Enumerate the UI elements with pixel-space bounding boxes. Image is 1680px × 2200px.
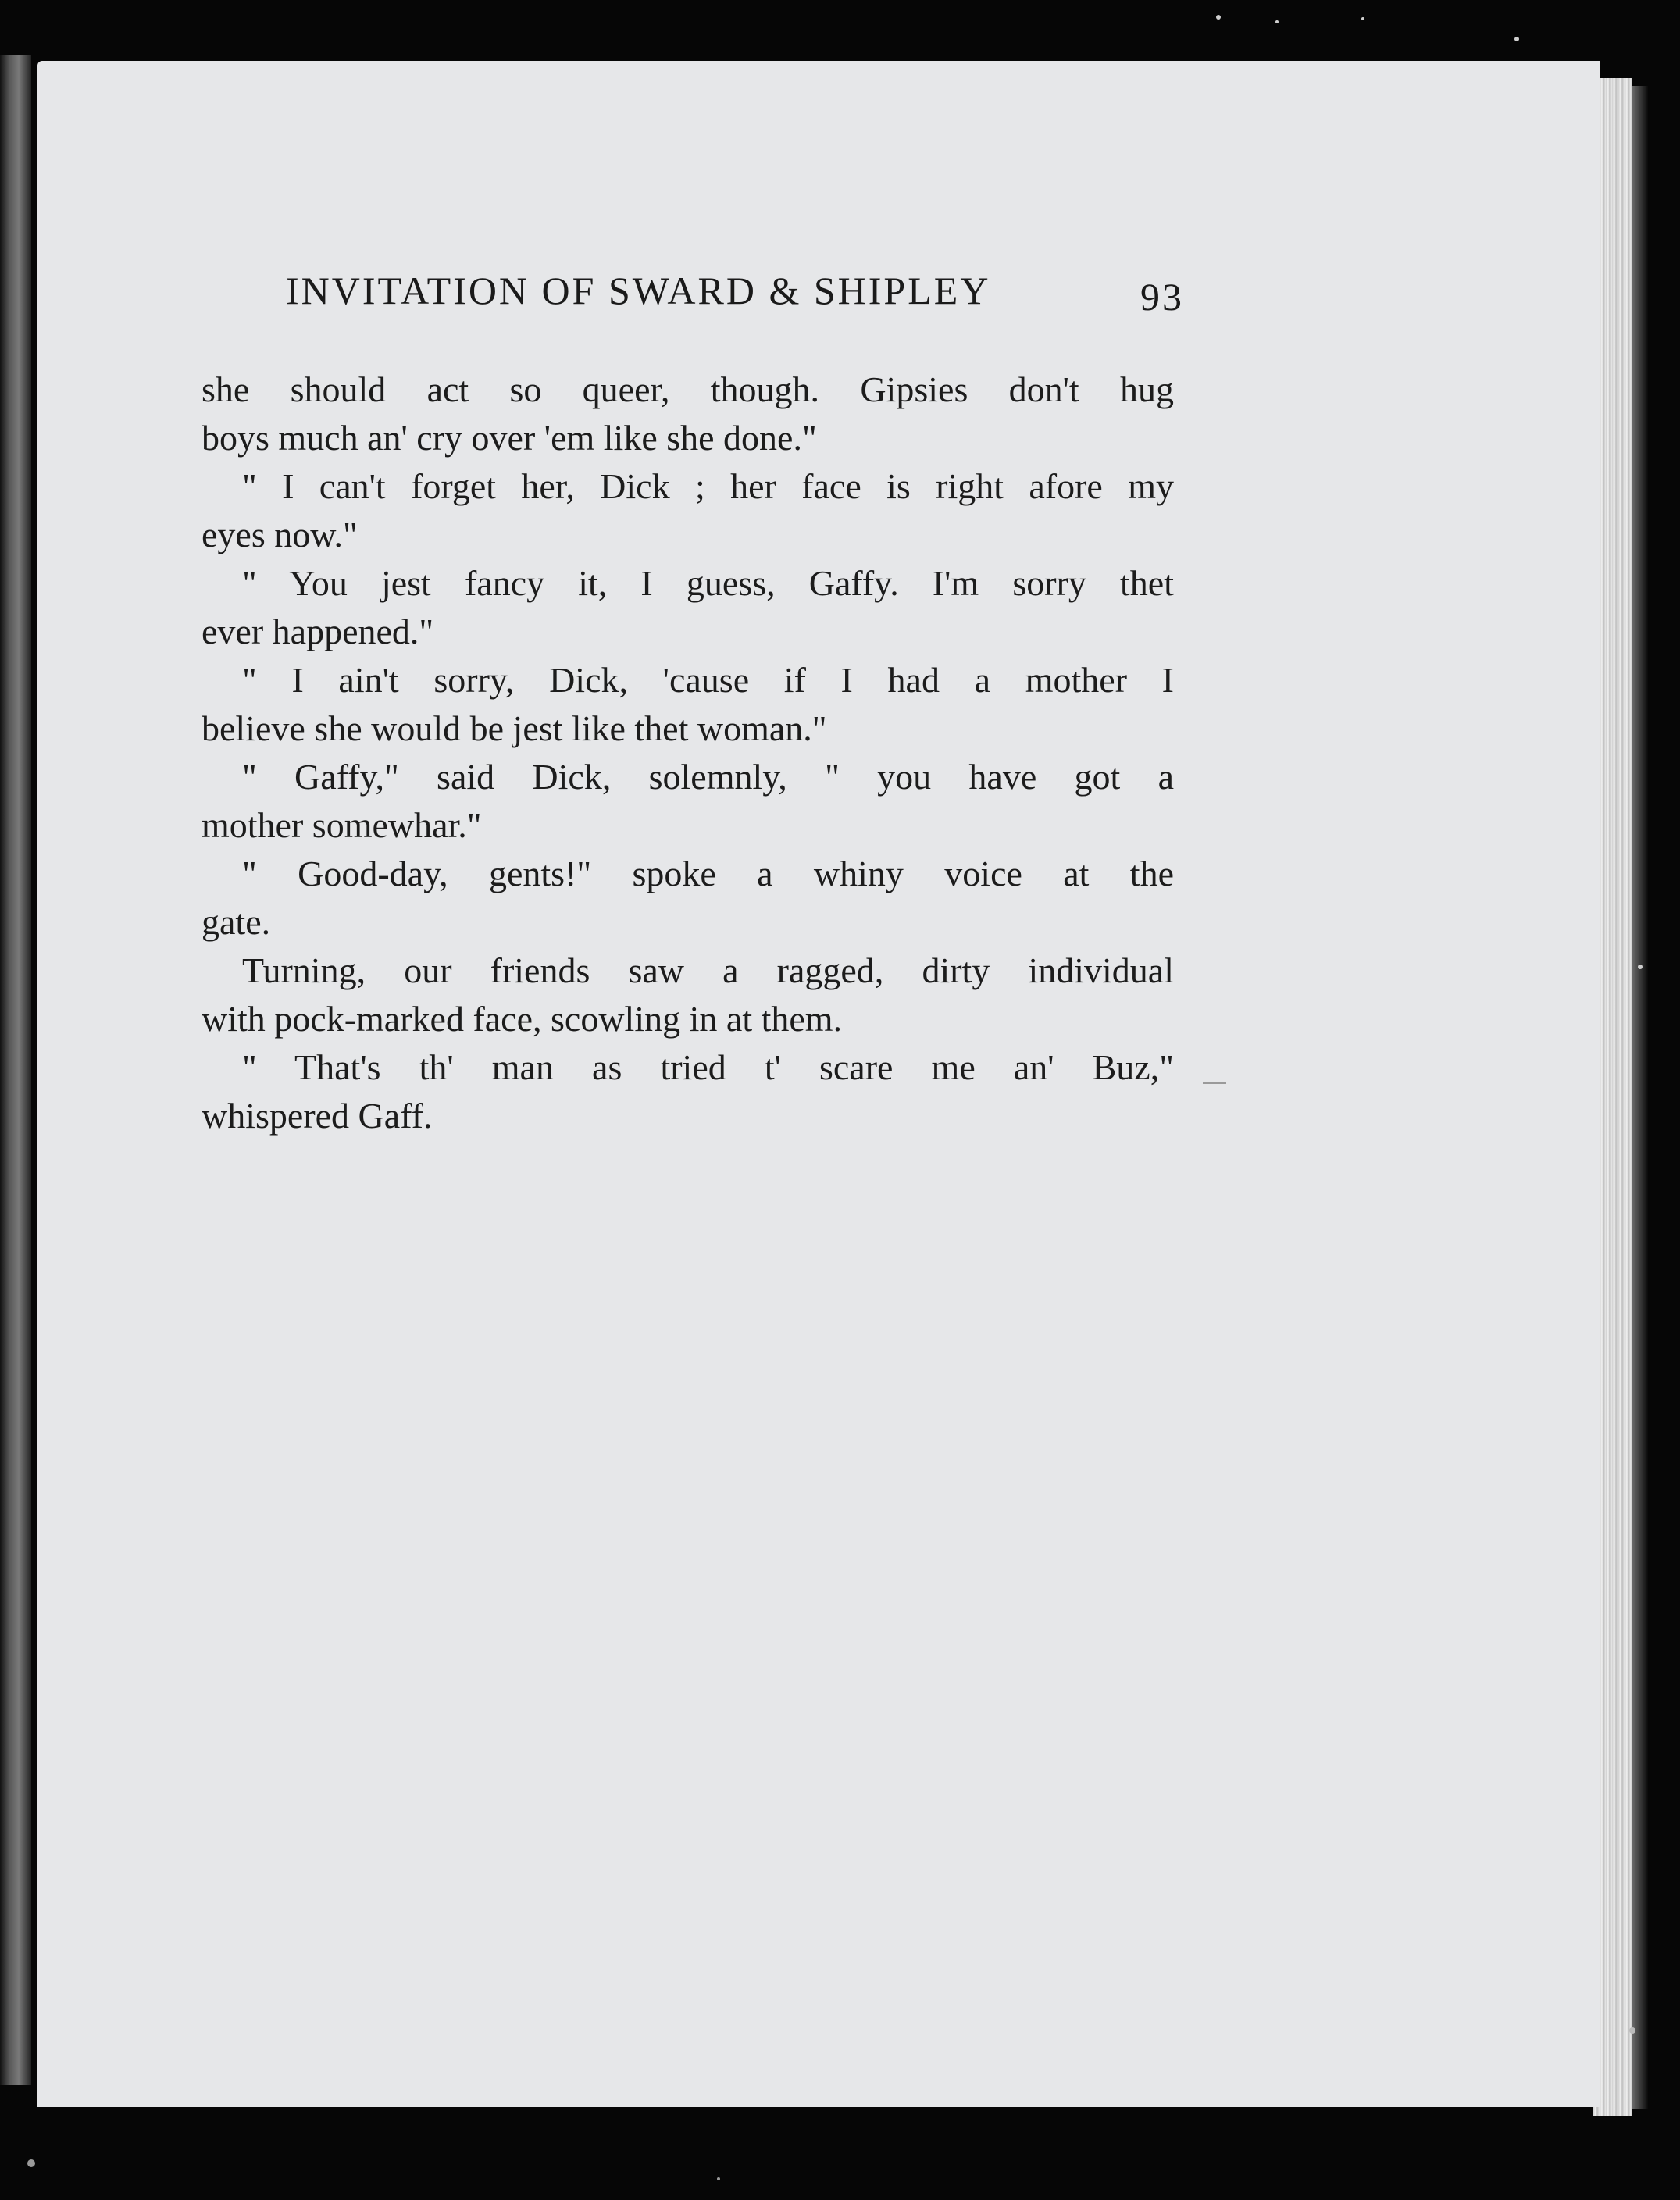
text-line: " Gaffy," said Dick, solemnly, " you have got a [242, 757, 1174, 797]
page-header [286, 268, 1184, 323]
text-line: mother somewhar." [202, 805, 482, 845]
text-line: Turning, our friends saw a ragged, dirty individual [242, 950, 1174, 990]
text-line: " I can't forget her, Dick ; her face is right afore my [242, 466, 1174, 506]
text-line: gate. [202, 902, 271, 942]
text-line: " That's th' man as tried t' scare me an' Buz," [242, 1047, 1174, 1087]
text-line: eyes now." [202, 515, 358, 554]
text-line: with pock-marked face, scowling in at them. [202, 999, 843, 1039]
text-line: she should act so queer, though. Gipsies don't hug [202, 369, 1174, 409]
book-page [37, 61, 1600, 2107]
text-line: believe she would be jest like thet woman." [202, 708, 827, 748]
running-head: INVITATION OF SWARD & SHIPLEY [286, 269, 991, 312]
page-number: 93 [1140, 275, 1184, 319]
text-line: " I ain't sorry, Dick, 'cause if I had a mother I [242, 660, 1174, 700]
text-line: " Good-day, gents!" spoke a whiny voice at the [242, 854, 1174, 893]
text-line: boys much an' cry over 'em like she done." [202, 418, 817, 458]
text-line: whispered Gaff. [202, 1096, 433, 1136]
page-stack-shadow [1632, 86, 1648, 2109]
text-line: ever happened." [202, 612, 434, 651]
text-line: " You jest fancy it, I guess, Gaffy. I'm sorry thet [242, 563, 1174, 603]
binding-edge [0, 55, 31, 2085]
body-text [202, 365, 1174, 1140]
